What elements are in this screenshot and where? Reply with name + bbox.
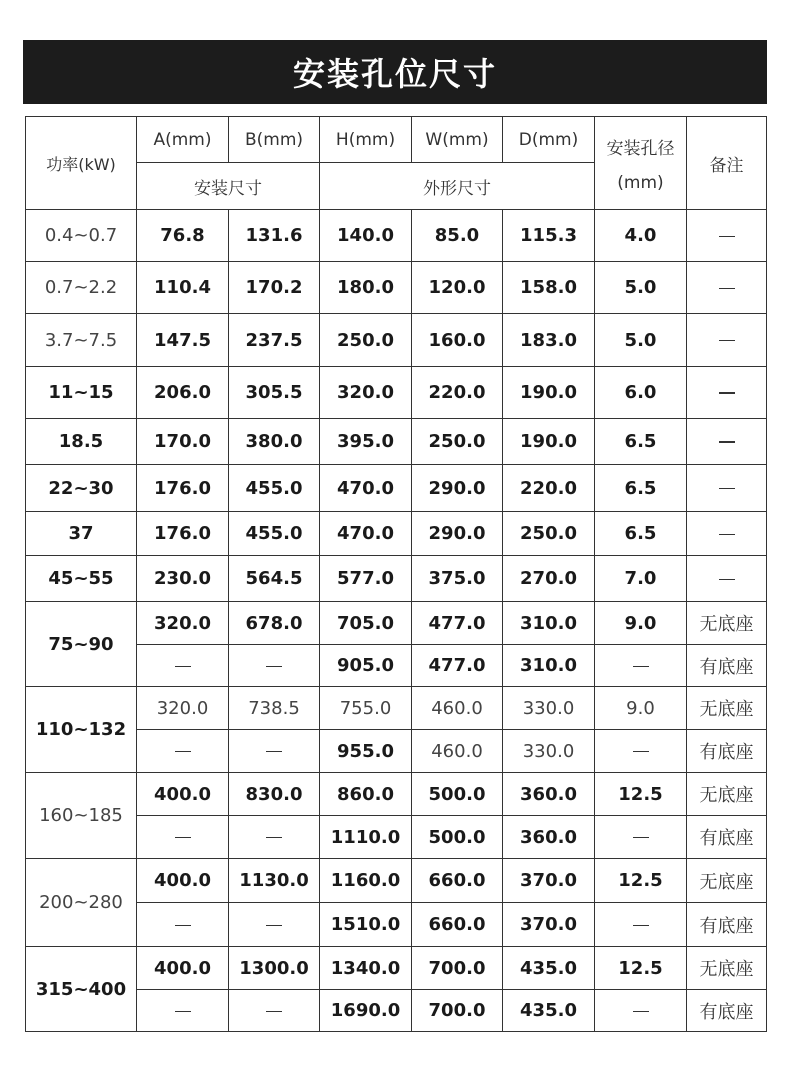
w-cell: 85.0 (412, 210, 503, 262)
w-cell: 660.0 (412, 903, 503, 947)
table-row (26, 773, 767, 816)
table-row (26, 262, 767, 314)
a-cell (137, 730, 229, 773)
d-cell: 370.0 (503, 903, 595, 947)
h-cell: 1340.0 (320, 947, 412, 990)
table-row (26, 687, 767, 730)
a-cell: 176.0 (137, 465, 229, 512)
note-cell: 有底座 (687, 730, 767, 773)
power-cell: 18.5 (26, 419, 137, 465)
w-cell: 290.0 (412, 465, 503, 512)
d-cell: 183.0 (503, 314, 595, 367)
b-cell: 830.0 (229, 773, 320, 816)
dash-mark (719, 534, 735, 535)
a-cell (137, 645, 229, 687)
b-cell: 455.0 (229, 512, 320, 556)
dash-mark (719, 441, 735, 443)
dimension-table (25, 116, 767, 1032)
table-body (26, 210, 767, 1032)
header-hole-line2: (mm) (617, 172, 664, 193)
note-cell: 有底座 (687, 645, 767, 687)
a-cell: 170.0 (137, 419, 229, 465)
hole-cell: 12.5 (595, 773, 687, 816)
w-cell: 250.0 (412, 419, 503, 465)
b-cell: 678.0 (229, 602, 320, 645)
h-cell: 577.0 (320, 556, 412, 602)
table-row (26, 730, 767, 773)
hole-cell (595, 903, 687, 947)
header-power: 功率(kW) (26, 117, 137, 210)
d-cell: 360.0 (503, 816, 595, 859)
a-cell: 76.8 (137, 210, 229, 262)
h-cell: 905.0 (320, 645, 412, 687)
a-cell: 320.0 (137, 687, 229, 730)
h-cell: 395.0 (320, 419, 412, 465)
hole-cell (595, 645, 687, 687)
dash-mark (719, 288, 735, 289)
table-row (26, 602, 767, 645)
dash-mark (633, 666, 649, 667)
b-cell: 1130.0 (229, 859, 320, 903)
dash-mark (175, 837, 191, 838)
power-cell: 37 (26, 512, 137, 556)
w-cell: 500.0 (412, 816, 503, 859)
dash-mark (266, 1011, 282, 1012)
hole-cell: 5.0 (595, 314, 687, 367)
table-row (26, 903, 767, 947)
h-cell: 860.0 (320, 773, 412, 816)
a-cell (137, 903, 229, 947)
h-cell: 320.0 (320, 367, 412, 419)
h-cell: 470.0 (320, 465, 412, 512)
dash-mark (266, 925, 282, 926)
power-cell: 22~30 (26, 465, 137, 512)
d-cell: 330.0 (503, 730, 595, 773)
hole-cell: 12.5 (595, 947, 687, 990)
w-cell: 375.0 (412, 556, 503, 602)
table-row (26, 512, 767, 556)
hole-cell: 6.0 (595, 367, 687, 419)
hole-cell: 9.0 (595, 602, 687, 645)
a-cell (137, 990, 229, 1032)
b-cell: 1300.0 (229, 947, 320, 990)
header-group-install: 安装尺寸 (137, 163, 320, 210)
a-cell: 110.4 (137, 262, 229, 314)
h-cell: 1160.0 (320, 859, 412, 903)
d-cell: 190.0 (503, 367, 595, 419)
table-row (26, 419, 767, 465)
b-cell: 131.6 (229, 210, 320, 262)
note-cell (687, 210, 767, 262)
w-cell: 460.0 (412, 687, 503, 730)
dash-mark (633, 1011, 649, 1012)
d-cell: 435.0 (503, 990, 595, 1032)
b-cell: 564.5 (229, 556, 320, 602)
note-cell: 无底座 (687, 687, 767, 730)
d-cell: 190.0 (503, 419, 595, 465)
hole-cell: 6.5 (595, 512, 687, 556)
table-row (26, 556, 767, 602)
power-cell: 160~185 (26, 773, 137, 859)
power-cell: 45~55 (26, 556, 137, 602)
dash-mark (719, 236, 735, 237)
a-cell: 320.0 (137, 602, 229, 645)
h-cell: 955.0 (320, 730, 412, 773)
header-note: 备注 (687, 117, 767, 210)
h-cell: 180.0 (320, 262, 412, 314)
d-cell: 220.0 (503, 465, 595, 512)
hole-cell: 12.5 (595, 859, 687, 903)
hole-cell: 7.0 (595, 556, 687, 602)
dash-mark (719, 392, 735, 394)
dash-mark (175, 751, 191, 752)
power-cell: 0.7~2.2 (26, 262, 137, 314)
note-cell: 无底座 (687, 947, 767, 990)
b-cell: 170.2 (229, 262, 320, 314)
table-row (26, 367, 767, 419)
d-cell: 250.0 (503, 512, 595, 556)
power-cell: 75~90 (26, 602, 137, 687)
a-cell: 400.0 (137, 773, 229, 816)
d-cell: 158.0 (503, 262, 595, 314)
d-cell: 370.0 (503, 859, 595, 903)
dash-mark (719, 488, 735, 489)
header-w: W(mm) (412, 117, 503, 163)
note-cell (687, 419, 767, 465)
h-cell: 1690.0 (320, 990, 412, 1032)
d-cell: 310.0 (503, 602, 595, 645)
hole-cell: 5.0 (595, 262, 687, 314)
hole-cell (595, 816, 687, 859)
dash-mark (719, 340, 735, 341)
h-cell: 470.0 (320, 512, 412, 556)
page-title: 安装孔位尺寸 (292, 55, 497, 93)
b-cell: 380.0 (229, 419, 320, 465)
header-a: A(mm) (137, 117, 229, 163)
dash-mark (633, 925, 649, 926)
dash-mark (175, 1011, 191, 1012)
note-cell (687, 465, 767, 512)
header-b: B(mm) (229, 117, 320, 163)
header-hole (595, 117, 687, 210)
hole-cell (595, 730, 687, 773)
header-group-outline: 外形尺寸 (320, 163, 595, 210)
w-cell: 700.0 (412, 947, 503, 990)
header-d: D(mm) (503, 117, 595, 163)
power-cell: 3.7~7.5 (26, 314, 137, 367)
h-cell: 705.0 (320, 602, 412, 645)
h-cell: 755.0 (320, 687, 412, 730)
power-cell: 110~132 (26, 687, 137, 773)
b-cell (229, 645, 320, 687)
header-h: H(mm) (320, 117, 412, 163)
header-hole-line1: 安装孔径 (606, 138, 675, 159)
a-cell: 176.0 (137, 512, 229, 556)
h-cell: 1510.0 (320, 903, 412, 947)
d-cell: 115.3 (503, 210, 595, 262)
note-cell (687, 367, 767, 419)
note-cell: 无底座 (687, 773, 767, 816)
w-cell: 160.0 (412, 314, 503, 367)
dash-mark (175, 666, 191, 667)
table-row (26, 859, 767, 903)
table-row (26, 210, 767, 262)
a-cell: 400.0 (137, 859, 229, 903)
table-row (26, 947, 767, 990)
w-cell: 477.0 (412, 602, 503, 645)
b-cell: 738.5 (229, 687, 320, 730)
dash-mark (633, 837, 649, 838)
a-cell: 147.5 (137, 314, 229, 367)
w-cell: 700.0 (412, 990, 503, 1032)
dash-mark (266, 666, 282, 667)
dash-mark (719, 579, 735, 580)
b-cell: 455.0 (229, 465, 320, 512)
h-cell: 250.0 (320, 314, 412, 367)
power-cell: 0.4~0.7 (26, 210, 137, 262)
note-cell: 有底座 (687, 903, 767, 947)
dash-mark (266, 751, 282, 752)
d-cell: 435.0 (503, 947, 595, 990)
b-cell: 305.5 (229, 367, 320, 419)
note-cell (687, 556, 767, 602)
a-cell: 400.0 (137, 947, 229, 990)
note-cell: 无底座 (687, 859, 767, 903)
w-cell: 120.0 (412, 262, 503, 314)
h-cell: 140.0 (320, 210, 412, 262)
a-cell: 206.0 (137, 367, 229, 419)
a-cell (137, 816, 229, 859)
b-cell (229, 990, 320, 1032)
power-cell: 11~15 (26, 367, 137, 419)
note-cell: 有底座 (687, 990, 767, 1032)
w-cell: 460.0 (412, 730, 503, 773)
power-cell: 315~400 (26, 947, 137, 1032)
w-cell: 477.0 (412, 645, 503, 687)
hole-cell (595, 990, 687, 1032)
hole-cell: 6.5 (595, 465, 687, 512)
b-cell (229, 903, 320, 947)
hole-cell: 4.0 (595, 210, 687, 262)
hole-cell: 9.0 (595, 687, 687, 730)
page-title-banner (23, 40, 767, 104)
d-cell: 270.0 (503, 556, 595, 602)
note-cell (687, 262, 767, 314)
note-cell: 无底座 (687, 602, 767, 645)
d-cell: 360.0 (503, 773, 595, 816)
b-cell: 237.5 (229, 314, 320, 367)
w-cell: 500.0 (412, 773, 503, 816)
power-cell: 200~280 (26, 859, 137, 947)
table-row (26, 816, 767, 859)
table-row (26, 645, 767, 687)
table-row (26, 314, 767, 367)
d-cell: 330.0 (503, 687, 595, 730)
w-cell: 290.0 (412, 512, 503, 556)
dash-mark (266, 837, 282, 838)
note-cell (687, 512, 767, 556)
header-row-1 (26, 117, 767, 163)
dash-mark (175, 925, 191, 926)
h-cell: 1110.0 (320, 816, 412, 859)
table-row (26, 465, 767, 512)
w-cell: 660.0 (412, 859, 503, 903)
b-cell (229, 816, 320, 859)
d-cell: 310.0 (503, 645, 595, 687)
b-cell (229, 730, 320, 773)
w-cell: 220.0 (412, 367, 503, 419)
hole-cell: 6.5 (595, 419, 687, 465)
dash-mark (633, 751, 649, 752)
note-cell (687, 314, 767, 367)
note-cell: 有底座 (687, 816, 767, 859)
a-cell: 230.0 (137, 556, 229, 602)
table-row (26, 990, 767, 1032)
